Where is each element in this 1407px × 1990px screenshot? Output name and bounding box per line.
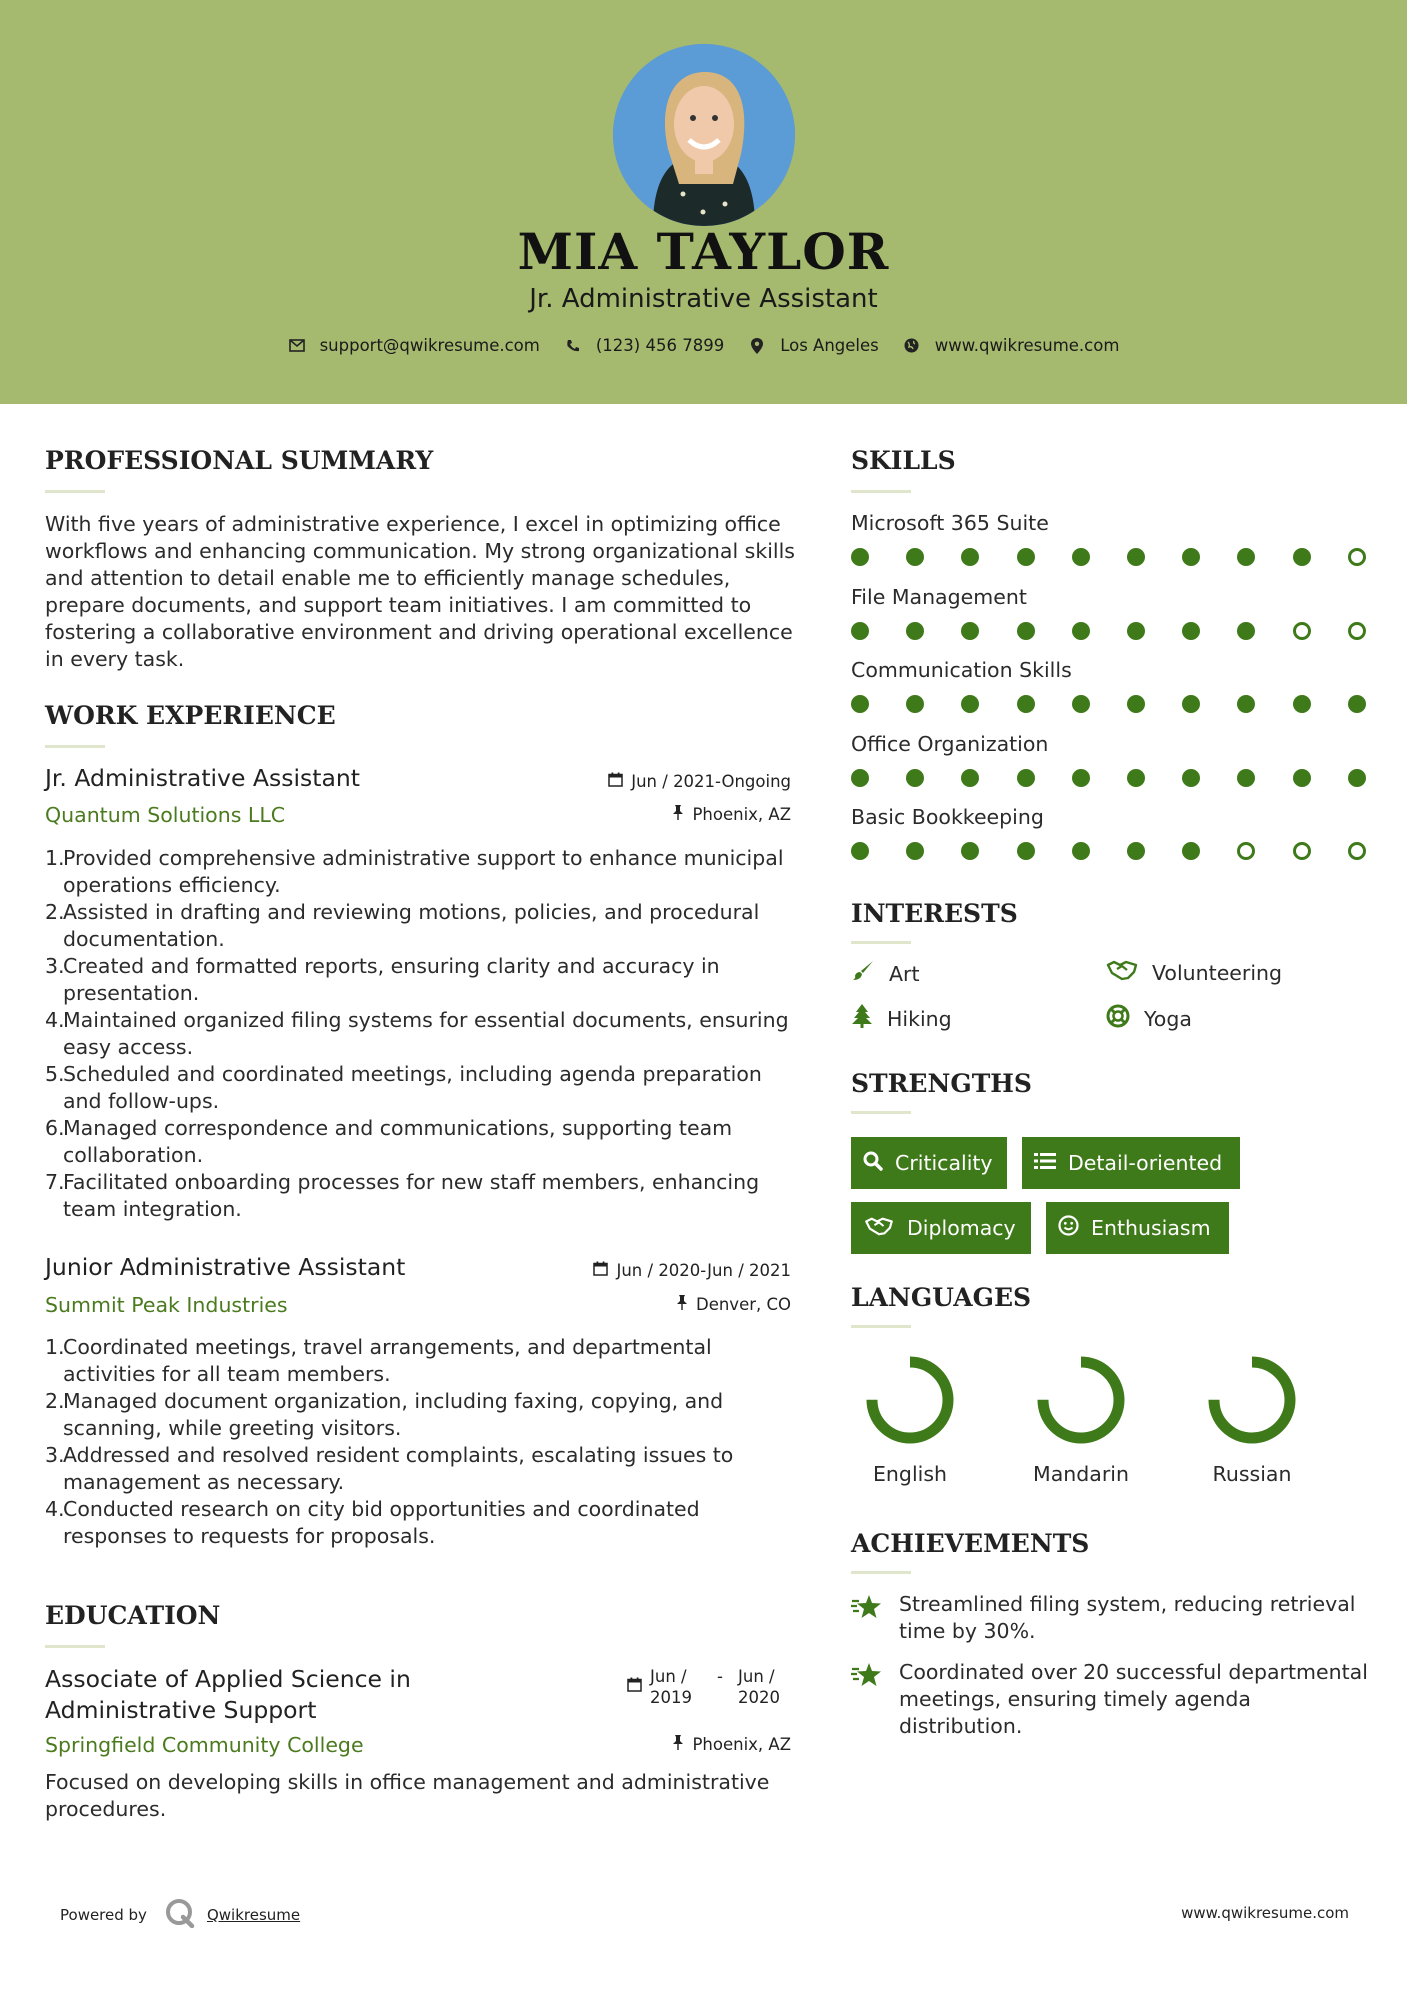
skill-dot-filled	[1348, 695, 1366, 713]
experience-divider	[45, 745, 105, 748]
skill-dot-filled	[1017, 842, 1035, 860]
skill-dot-filled	[906, 695, 924, 713]
list-item: 3. Created and formatted reports, ensuring clarity and accuracy in presentation.	[45, 954, 720, 1005]
skill-dot-filled	[1072, 769, 1090, 787]
contact-website-text: www.qwikresume.com	[934, 336, 1120, 355]
skill-dot-empty	[1293, 842, 1311, 860]
skill-dot-filled	[1237, 769, 1255, 787]
tree-icon	[851, 1004, 873, 1033]
skill-dot-empty	[1237, 842, 1255, 860]
skill-dot-filled	[1293, 548, 1311, 566]
interest-hiking: Hiking	[851, 1004, 952, 1033]
job-title: Jr. Administrative Assistant	[45, 764, 360, 792]
achievements-divider	[851, 1571, 911, 1574]
envelope-icon	[288, 337, 306, 355]
skill-dot-filled	[1072, 622, 1090, 640]
list-item: 4. Conducted research on city bid opportunities and coordinated responses to requests for proposals.	[45, 1497, 700, 1548]
language-level-arc	[1214, 1362, 1290, 1438]
skill-dot-filled	[1293, 695, 1311, 713]
school-name: Springfield Community College	[45, 1733, 364, 1757]
skill-dot-filled	[851, 769, 869, 787]
skill-dot-filled	[851, 548, 869, 566]
skill-dot-filled	[1017, 622, 1035, 640]
skill-dot-filled	[1293, 769, 1311, 787]
job-location-text: Phoenix, AZ	[692, 805, 791, 824]
skill-dot-filled	[1017, 695, 1035, 713]
language-item	[850, 1352, 970, 1486]
skill-dot-filled	[1017, 548, 1035, 566]
contact-phone-text: (123) 456 7899	[595, 336, 725, 355]
contact-bar	[0, 336, 1407, 355]
list-item: 1. Provided comprehensive administrative support to enhance municipal operations efficiency.	[45, 846, 784, 897]
interest-volunteering: Volunteering	[1106, 959, 1282, 986]
achievement-item: Streamlined filing system, reducing retrieval time by 30%.	[851, 1591, 1371, 1645]
job-responsibilities	[45, 1334, 795, 1550]
skill-dot-filled	[1348, 769, 1366, 787]
skill-dot-empty	[1348, 842, 1366, 860]
phone-icon	[564, 337, 582, 355]
education-description: Focused on developing skills in office management and administrative procedures.	[45, 1770, 770, 1821]
lifebuoy-icon	[1106, 1004, 1130, 1033]
list-item: 1. Coordinated meetings, travel arrangements, and departmental activities for all team members.	[45, 1335, 712, 1386]
smile-icon	[1058, 1215, 1079, 1241]
experience-title: WORK EXPERIENCE	[45, 701, 336, 730]
job-responsibilities	[45, 845, 795, 1223]
skill-dot-filled	[1127, 622, 1145, 640]
footer-website[interactable]: www.qwikresume.com	[1181, 1904, 1349, 1922]
education-start-date: Jun / 2019	[650, 1667, 692, 1707]
skill-dot-filled	[1072, 548, 1090, 566]
handshake-icon	[863, 1216, 895, 1241]
job-location	[520, 1295, 791, 1314]
job-location-text: Denver, CO	[695, 1295, 791, 1314]
skill-label: Microsoft 365 Suite	[851, 511, 1049, 535]
language-level-arc	[872, 1362, 948, 1438]
job-location	[520, 805, 791, 824]
skills-divider	[851, 490, 911, 493]
skill-dot-filled	[961, 769, 979, 787]
languages-title: LANGUAGES	[851, 1283, 1032, 1312]
skill-dot-filled	[851, 842, 869, 860]
star-award-icon	[851, 1591, 883, 1645]
skill-rating	[851, 769, 1366, 787]
education-end-date: Jun / 2020	[738, 1667, 780, 1707]
interests-divider	[851, 941, 911, 944]
language-item	[1021, 1352, 1141, 1486]
languages-divider	[851, 1325, 911, 1328]
job-dates	[520, 1261, 791, 1280]
skill-dot-filled	[1127, 769, 1145, 787]
job-title: Junior Administrative Assistant	[45, 1253, 406, 1281]
strength-chip-criticality: Criticality	[851, 1137, 1007, 1189]
skills-title: SKILLS	[851, 446, 956, 475]
profile-photo-illustration	[613, 44, 795, 226]
company-name: Quantum Solutions LLC	[45, 803, 286, 827]
education-divider	[45, 1645, 105, 1648]
language-item	[1192, 1352, 1312, 1486]
skill-rating	[851, 695, 1366, 713]
skill-rating	[851, 548, 1366, 566]
skill-dot-filled	[906, 622, 924, 640]
summary-text: With five years of administrative experience, I excel in optimizing office workflows and enhancing communication. My strong organizational skills and attention to detail enable me to efficiently manage schedules, prepare documents, and support team initiatives. I am committed to fostering a collaborative environment and driving operational excellence in every task.	[45, 512, 795, 671]
job-dates-text: Jun / 2020-Jun / 2021	[616, 1261, 791, 1280]
calendar-icon	[593, 1261, 608, 1280]
list-item: 2. Assisted in drafting and reviewing motions, policies, and procedural documentation.	[45, 900, 760, 951]
strength-chip-diplomacy: Diplomacy	[851, 1202, 1031, 1254]
skill-dot-filled	[1182, 842, 1200, 860]
skill-dot-empty	[1293, 622, 1311, 640]
skill-dot-filled	[1182, 769, 1200, 787]
summary-divider	[45, 490, 105, 493]
skill-dot-filled	[1237, 622, 1255, 640]
interest-yoga: Yoga	[1106, 1004, 1192, 1033]
interests-title: INTERESTS	[851, 899, 1018, 928]
pushpin-icon	[676, 1295, 688, 1314]
language-label: Mandarin	[1033, 1462, 1129, 1486]
job-dates-text: Jun / 2021-Ongoing	[631, 772, 791, 791]
skill-dot-filled	[851, 622, 869, 640]
search-icon	[863, 1151, 883, 1176]
achievements-title: ACHIEVEMENTS	[851, 1529, 1090, 1558]
pushpin-icon	[672, 805, 684, 824]
strengths-divider	[851, 1111, 911, 1114]
skill-dot-filled	[1237, 548, 1255, 566]
skill-dot-filled	[1182, 548, 1200, 566]
skill-dot-filled	[906, 842, 924, 860]
powered-by-label: Powered by	[60, 1906, 147, 1924]
skill-dot-filled	[961, 842, 979, 860]
skill-dot-filled	[961, 548, 979, 566]
calendar-icon	[608, 772, 623, 791]
skill-label: Office Organization	[851, 731, 1049, 756]
qwikresume-link[interactable]: Qwikresume	[206, 1906, 301, 1924]
strength-chip-enthusiasm: Enthusiasm	[1046, 1202, 1229, 1254]
language-level-ring	[862, 1352, 958, 1448]
education-dates: Jun / 2019 - Jun / 2020	[627, 1666, 790, 1708]
contact-phone[interactable]	[564, 336, 724, 355]
degree-title: Associate of Applied Science in Administrative Support	[45, 1665, 411, 1724]
contact-email-text: support@qwikresume.com	[319, 336, 540, 355]
candidate-name: MIA TAYLOR	[517, 222, 890, 281]
list-item: 3. Addressed and resolved resident complaints, escalating issues to management as necessary.	[45, 1443, 734, 1494]
skill-dot-filled	[961, 622, 979, 640]
skill-dot-filled	[1237, 695, 1255, 713]
language-label: English	[872, 1462, 948, 1486]
strength-chip-detail-oriented: Detail-oriented	[1022, 1137, 1240, 1189]
footer-branding	[60, 1898, 300, 1932]
resume-header	[0, 0, 1407, 404]
job-dates	[520, 772, 791, 791]
company-name: Summit Peak Industries	[45, 1293, 288, 1317]
list-item: 6. Managed correspondence and communications, supporting team collaboration.	[45, 1116, 733, 1167]
skill-dot-filled	[1072, 695, 1090, 713]
skill-dot-filled	[1182, 695, 1200, 713]
interest-art: Art	[851, 959, 920, 988]
education-location-text: Phoenix, AZ	[692, 1735, 791, 1754]
map-pin-icon	[748, 337, 766, 355]
skill-dot-filled	[851, 695, 869, 713]
skill-dot-filled	[1127, 842, 1145, 860]
skill-dot-filled	[1127, 695, 1145, 713]
skill-dot-filled	[1072, 842, 1090, 860]
skill-dot-filled	[961, 695, 979, 713]
language-level-ring	[1033, 1352, 1129, 1448]
skill-dot-filled	[906, 769, 924, 787]
list-item: 5. Scheduled and coordinated meetings, including agenda preparation and follow-ups.	[45, 1062, 762, 1113]
skill-dot-filled	[1182, 622, 1200, 640]
contact-location-text: Los Angeles	[780, 336, 879, 355]
education-title: EDUCATION	[45, 1601, 221, 1630]
language-label: Russian	[1212, 1462, 1292, 1486]
skill-label: Basic Bookkeeping	[851, 805, 1044, 829]
candidate-role: Jr. Administrative Assistant	[529, 284, 878, 314]
language-level-arc	[1043, 1362, 1119, 1438]
contact-location	[748, 336, 879, 355]
contact-website[interactable]	[903, 336, 1120, 355]
skill-dot-filled	[1127, 548, 1145, 566]
skill-dot-empty	[1348, 622, 1366, 640]
list-item: 7. Facilitated onboarding processes for new staff members, enhancing team integration.	[45, 1170, 760, 1221]
achievement-item: Coordinated over 20 successful departmental meetings, ensuring timely agenda distribution.	[851, 1659, 1371, 1740]
skill-dot-empty	[1348, 548, 1366, 566]
skill-dot-filled	[906, 548, 924, 566]
pushpin-icon	[672, 1735, 684, 1754]
list-item: 2. Managed document organization, including faxing, copying, and scanning, while greeting visitors.	[45, 1389, 724, 1440]
skill-label: File Management	[851, 584, 1027, 609]
list-icon	[1034, 1151, 1056, 1175]
star-award-icon	[851, 1659, 883, 1740]
paintbrush-icon	[851, 959, 875, 988]
skill-label: Communication Skills	[851, 658, 1072, 682]
globe-icon	[903, 337, 921, 355]
skill-dot-filled	[1017, 769, 1035, 787]
skill-rating	[851, 622, 1366, 640]
strengths-title: STRENGTHS	[851, 1069, 1032, 1098]
summary-title: PROFESSIONAL SUMMARY	[45, 446, 434, 475]
skill-rating	[851, 842, 1366, 860]
education-location	[520, 1735, 791, 1754]
profile-photo	[613, 44, 795, 226]
contact-email[interactable]	[288, 336, 540, 355]
language-level-ring	[1204, 1352, 1300, 1448]
calendar-icon	[627, 1666, 642, 1708]
qwikresume-logo-icon	[165, 1898, 195, 1932]
list-item: 4. Maintained organized filing systems for essential documents, ensuring easy access.	[45, 1008, 789, 1059]
handshake-icon	[1106, 959, 1138, 986]
